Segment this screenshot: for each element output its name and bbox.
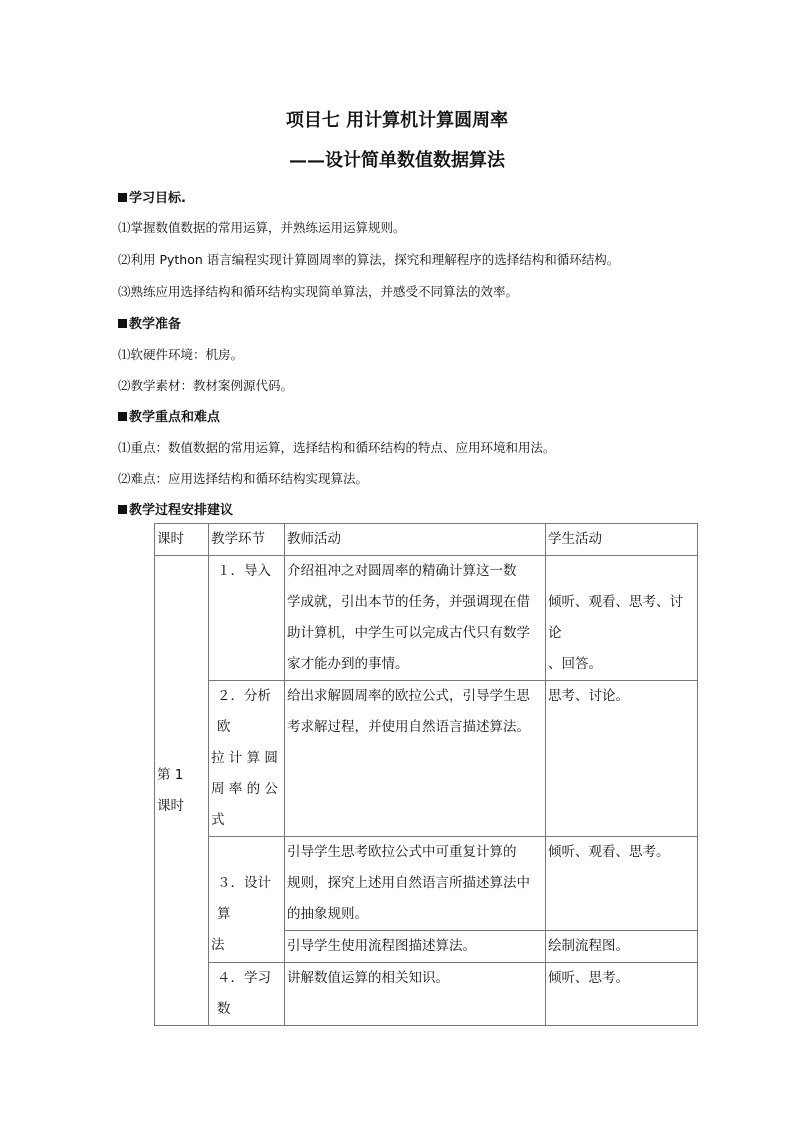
- teacher-cell: 讲解数值运算的相关知识。: [285, 963, 546, 1026]
- square-bullet-icon: [118, 193, 127, 202]
- table-row: [155, 963, 698, 1026]
- header-cell: 课时: [155, 524, 209, 556]
- section-heading-process: 教学过程安排建议: [118, 499, 233, 518]
- goal-item: ⑶熟练应用选择结构和循环结构实现简单算法，并感受不同算法的效率。: [118, 284, 519, 299]
- period-cell: 第 1 课时: [155, 556, 209, 1026]
- prep-item: ⑵教学素材：教材案例源代码。: [118, 378, 294, 393]
- step-cell: ２．分析欧 拉 计 算 圆 周 率 的 公 式: [209, 681, 285, 837]
- section-heading-prep: 教学准备: [118, 313, 181, 332]
- header-cell: 教学环节: [209, 524, 285, 556]
- section-heading-goals: 学习目标.: [118, 187, 186, 206]
- prep-item: ⑴软硬件环境：机房。: [118, 347, 244, 362]
- step-cell: １．导入: [209, 556, 285, 681]
- key-item: ⑵难点：应用选择结构和循环结构实现算法。: [118, 471, 369, 486]
- section-heading-keys: 教学重点和难点: [118, 406, 220, 425]
- student-cell: 倾听、观看、思考。: [546, 837, 698, 931]
- page-subtitle: ——设计简单数值数据算法: [289, 150, 505, 171]
- square-bullet-icon: [118, 412, 127, 421]
- teacher-cell: 给出求解圆周率的欧拉公式，引导学生思 考求解过程，并使用自然语言描述算法。: [285, 681, 546, 837]
- page-title: 项目七 用计算机计算圆周率: [285, 110, 509, 131]
- table-row: [155, 837, 698, 931]
- header-cell: 学生活动: [546, 524, 698, 556]
- teacher-cell: 介绍祖冲之对圆周率的精确计算这一数 学成就，引出本节的任务，并强调现在借 助计算机，中学生可以完成古代只有数学 家才能办到的事情。: [285, 556, 546, 681]
- step-cell: ４．学习数: [209, 963, 285, 1026]
- table-row: [155, 556, 698, 681]
- table-row: [155, 681, 698, 837]
- key-item: ⑴重点：数值数据的常用运算，选择结构和循环结构的特点、应用环境和用法。: [118, 440, 556, 455]
- process-table: [154, 523, 698, 1026]
- step-cell: ３．设计算 法: [209, 837, 285, 963]
- teacher-cell: 引导学生使用流程图描述算法。: [285, 931, 546, 963]
- student-cell: 绘制流程图。: [546, 931, 698, 963]
- student-cell: 思考、讨论。: [546, 681, 698, 837]
- goal-item: ⑵利用 Python 语言编程实现计算圆周率的算法，探究和理解程序的选择结构和循环结构。: [118, 252, 620, 267]
- student-cell: 倾听、思考。: [546, 963, 698, 1026]
- square-bullet-icon: [118, 505, 127, 514]
- student-cell: 倾听、观看、思考、讨论 、回答。: [546, 556, 698, 681]
- square-bullet-icon: [118, 319, 127, 328]
- teacher-cell: 引导学生思考欧拉公式中可重复计算的 规则，探究上述用自然语言所描述算法中 的抽象规则。: [285, 837, 546, 931]
- header-cell: 教师活动: [285, 524, 546, 556]
- goal-item: ⑴掌握数值数据的常用运算，并熟练运用运算规则。: [118, 220, 406, 235]
- table-header-row: [155, 524, 698, 556]
